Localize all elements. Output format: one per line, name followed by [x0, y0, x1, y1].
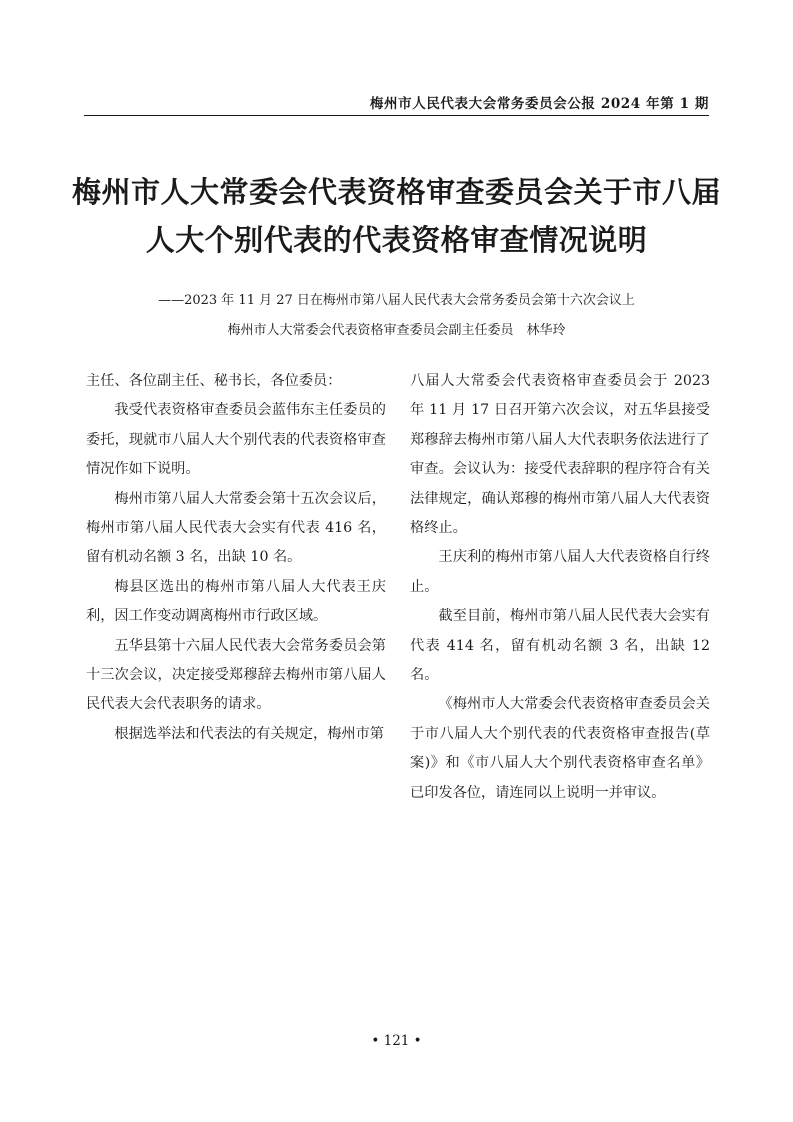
paragraph: 五华县第十六届人民代表大会常务委员会第十三次会议，决定接受郑穆辞去梅州市第八届人民代表大会代表职务的请求。 [86, 637, 386, 713]
paragraph: 梅县区选出的梅州市第八届人大代表王庆利，因工作变动调离梅州市行政区域。 [86, 578, 386, 625]
subtitle-speaker: 梅州市人大常委会代表资格审查委员会副主任委员 林华玲 [227, 323, 566, 338]
paragraph: 截至目前，梅州市第八届人民代表大会实有代表 414 名，留有机动名额 3 名，出缺 12 名。 [410, 608, 710, 684]
paragraph: 梅州市第八届人大常委会第十五次会议后，梅州市第八届人民代表大会实有代表 416 名，留有机动名额 3 名，出缺 10 名。 [86, 490, 386, 566]
subtitle-occasion: ——2023 年 11 月 27 日在梅州市第八届人民代表大会常务委员会第十六次会议上 [158, 293, 635, 308]
document-title [60, 168, 733, 264]
title-line-1: 梅州市人大常委会代表资格审查委员会关于市八届 [71, 175, 721, 209]
page-number: • 121 • [371, 1033, 422, 1049]
document-subtitle [60, 286, 733, 346]
paragraph: 《梅州市人大常委会代表资格审查委员会关于市八届人大个别代表的代表资格审查报告(草案)》和《市八届人大个别代表资格审查名单》已印发各位，请连同以上说明一并审议。 [410, 696, 710, 801]
running-header: 梅州市人民代表大会常务委员会公报 2024 年第 1 期 [369, 96, 709, 112]
paragraph-continued: 八届人大常委会代表资格审查委员会于 2023 年 11 月 17 日召开第六次会议，对五华县接受郑穆辞去梅州市第八届人大代表职务依法进行了审查。会议认为：接受代表辞职的程序符合有关法律规定，确认郑穆的梅州市第八届人大代表资格终止。 [410, 373, 710, 537]
paragraph: 王庆利的梅州市第八届人大代表资格自行终止。 [410, 549, 710, 595]
paragraph: 我受代表资格审查委员会蓝伟东主任委员的委托，现就市八届人大个别代表的代表资格审查情况作如下说明。 [86, 402, 386, 478]
body-column-left [86, 367, 386, 749]
salutation: 主任、各位副主任、秘书长，各位委员： [86, 373, 342, 389]
header-divider [84, 115, 709, 116]
title-line-2: 人大个别代表的代表资格审查情况说明 [145, 223, 648, 257]
body-column-right [410, 367, 710, 808]
paragraph: 根据选举法和代表法的有关规定，梅州市第 [114, 725, 384, 742]
